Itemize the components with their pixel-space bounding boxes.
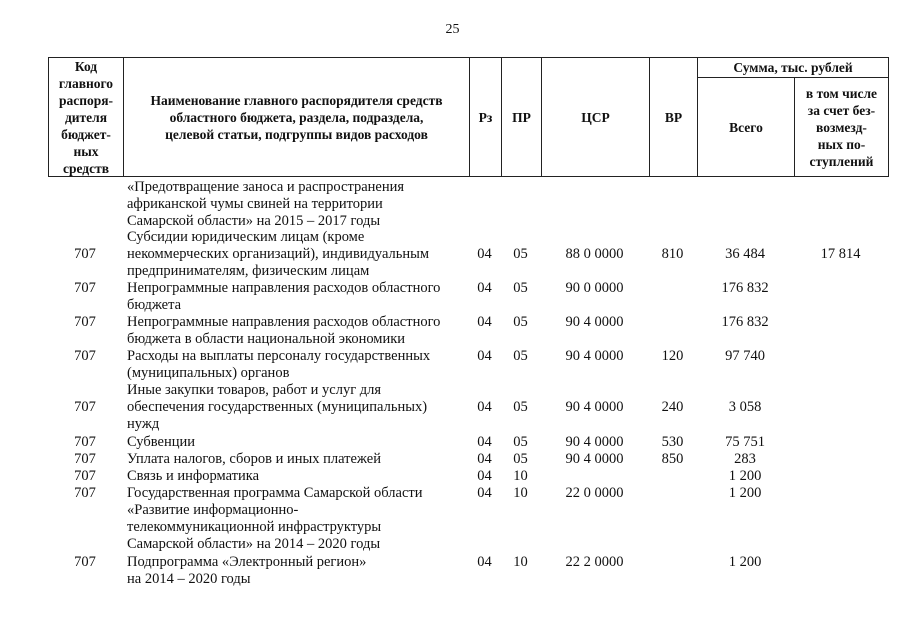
row-name-line: Самарской области» на 2015 – 2017 годы <box>127 213 381 229</box>
header-name-line: Наименование главного распорядителя средств <box>150 92 443 108</box>
header-csr: ЦСР <box>581 109 610 125</box>
row-pr: 10 <box>513 468 528 484</box>
row-name-line: «Предотвращение заноса и распространения <box>127 179 405 195</box>
header-name <box>124 58 469 176</box>
row-name-line: Уплата налогов, сборов и иных платежей <box>127 451 381 467</box>
row-total: 97 740 <box>725 348 765 364</box>
row-pr: 10 <box>513 485 528 501</box>
row-pr: 05 <box>513 434 528 450</box>
header-rz: Рз <box>478 109 493 125</box>
header-pr: ПР <box>512 109 531 125</box>
row-code: 707 <box>74 554 96 570</box>
row-name-line: Расходы на выплаты персоналу государственных <box>127 348 431 364</box>
row-name-line: нужд <box>127 416 160 432</box>
row-total: 176 832 <box>721 314 769 330</box>
row-rz: 04 <box>477 434 492 450</box>
row-name-line: Субвенции <box>127 434 195 450</box>
header-name-line: целевой статьи, подгруппы видов расходов <box>165 126 428 142</box>
row-rz: 04 <box>477 485 492 501</box>
row-total: 1 200 <box>728 554 762 570</box>
row-csr: 90 4 0000 <box>565 399 624 415</box>
row-rz: 04 <box>477 451 492 467</box>
row-total: 75 751 <box>725 434 765 450</box>
header-code <box>49 58 123 176</box>
row-name-line: предпринимателям, физическим лицам <box>127 263 370 279</box>
header-name-line: областного бюджета, раздела, подраздела, <box>169 109 424 125</box>
row-code: 707 <box>74 348 96 364</box>
row-code: 707 <box>74 485 96 501</box>
row-code: 707 <box>74 434 96 450</box>
row-name-line: на 2014 – 2020 годы <box>127 571 251 587</box>
row-csr: 22 0 0000 <box>565 485 624 501</box>
row-rz: 04 <box>477 246 492 262</box>
row-pr: 10 <box>513 554 528 570</box>
row-name-line: африканской чумы свиней на территории <box>127 196 383 212</box>
header-incl-line: в том числе <box>805 85 878 101</box>
row-vr: 240 <box>661 399 684 415</box>
row-code: 707 <box>74 246 96 262</box>
row-name-line: Государственная программа Самарской области <box>127 485 423 501</box>
row-name-line: Иные закупки товаров, работ и услуг для <box>127 382 382 398</box>
header-incl-line: возмезд- <box>816 119 867 135</box>
header-vr: ВР <box>664 109 683 125</box>
row-pr: 05 <box>513 348 528 364</box>
row-rz: 04 <box>477 399 492 415</box>
row-name-line: «Развитие информационно- <box>127 502 299 518</box>
header-sum-group: Сумма, тыс. рублей <box>733 60 853 75</box>
row-pr: 05 <box>513 314 528 330</box>
page-number: 25 <box>445 22 460 37</box>
row-name-line: Самарской области» на 2014 – 2020 годы <box>127 536 381 552</box>
row-csr: 90 4 0000 <box>565 451 624 467</box>
row-pr: 05 <box>513 451 528 467</box>
row-incl: 17 814 <box>820 246 861 262</box>
row-code: 707 <box>74 451 96 467</box>
header-code-line: распоря- <box>58 92 114 108</box>
header-code-line: средств <box>62 160 110 176</box>
row-csr: 22 2 0000 <box>565 554 624 570</box>
row-csr: 88 0 0000 <box>565 246 624 262</box>
row-csr: 90 4 0000 <box>565 348 624 364</box>
row-csr: 90 4 0000 <box>565 434 624 450</box>
row-code: 707 <box>74 314 96 330</box>
row-pr: 05 <box>513 246 528 262</box>
header-code-line: главного <box>58 75 114 91</box>
row-rz: 04 <box>477 554 492 570</box>
row-total: 283 <box>734 451 756 467</box>
header-incl-line: ступлений <box>809 153 874 169</box>
row-name-line: Непрограммные направления расходов областного <box>127 314 441 330</box>
header-code-line: Код <box>74 58 98 74</box>
row-code: 707 <box>74 468 96 484</box>
row-name-line: обеспечения государственных (муниципальных) <box>127 399 428 415</box>
header-incl-line: ных по- <box>817 136 866 152</box>
header-incl-line: за счет без- <box>807 102 876 118</box>
row-rz: 04 <box>477 468 492 484</box>
row-rz: 04 <box>477 314 492 330</box>
row-name-line: Субсидии юридическим лицам (кроме <box>127 229 365 245</box>
header-code-line: дителя <box>64 109 108 125</box>
row-vr: 810 <box>661 246 684 262</box>
header-code-line: ных <box>73 143 99 159</box>
row-code: 707 <box>74 399 96 415</box>
row-rz: 04 <box>477 348 492 364</box>
row-vr: 850 <box>661 451 684 467</box>
row-total: 36 484 <box>725 246 765 262</box>
row-name-line: некоммерческих организаций), индивидуальным <box>127 246 430 262</box>
row-vr: 530 <box>661 434 684 450</box>
row-code: 707 <box>74 280 96 296</box>
row-name-line: (муниципальных) органов <box>127 365 290 381</box>
row-name-line: бюджета в области национальной экономики <box>127 331 406 347</box>
header-total: Всего <box>729 119 763 135</box>
row-name-line: телекоммуникационной инфраструктуры <box>127 519 382 535</box>
header-divider <box>888 58 889 176</box>
row-total: 1 200 <box>728 468 762 484</box>
row-total: 1 200 <box>728 485 762 501</box>
row-pr: 05 <box>513 399 528 415</box>
row-vr: 120 <box>661 348 684 364</box>
row-csr: 90 0 0000 <box>565 280 624 296</box>
row-name-line: Подпрограмма «Электронный регион» <box>127 554 367 570</box>
row-csr: 90 4 0000 <box>565 314 624 330</box>
header-incl <box>795 78 888 176</box>
table-header <box>48 57 889 177</box>
row-name-line: Непрограммные направления расходов областного <box>127 280 441 296</box>
row-total: 176 832 <box>721 280 769 296</box>
row-name-line: бюджета <box>127 297 182 313</box>
row-pr: 05 <box>513 280 528 296</box>
row-total: 3 058 <box>728 399 762 415</box>
header-code-line: бюджет- <box>61 126 111 142</box>
row-rz: 04 <box>477 280 492 296</box>
row-name-line: Связь и информатика <box>127 468 260 484</box>
